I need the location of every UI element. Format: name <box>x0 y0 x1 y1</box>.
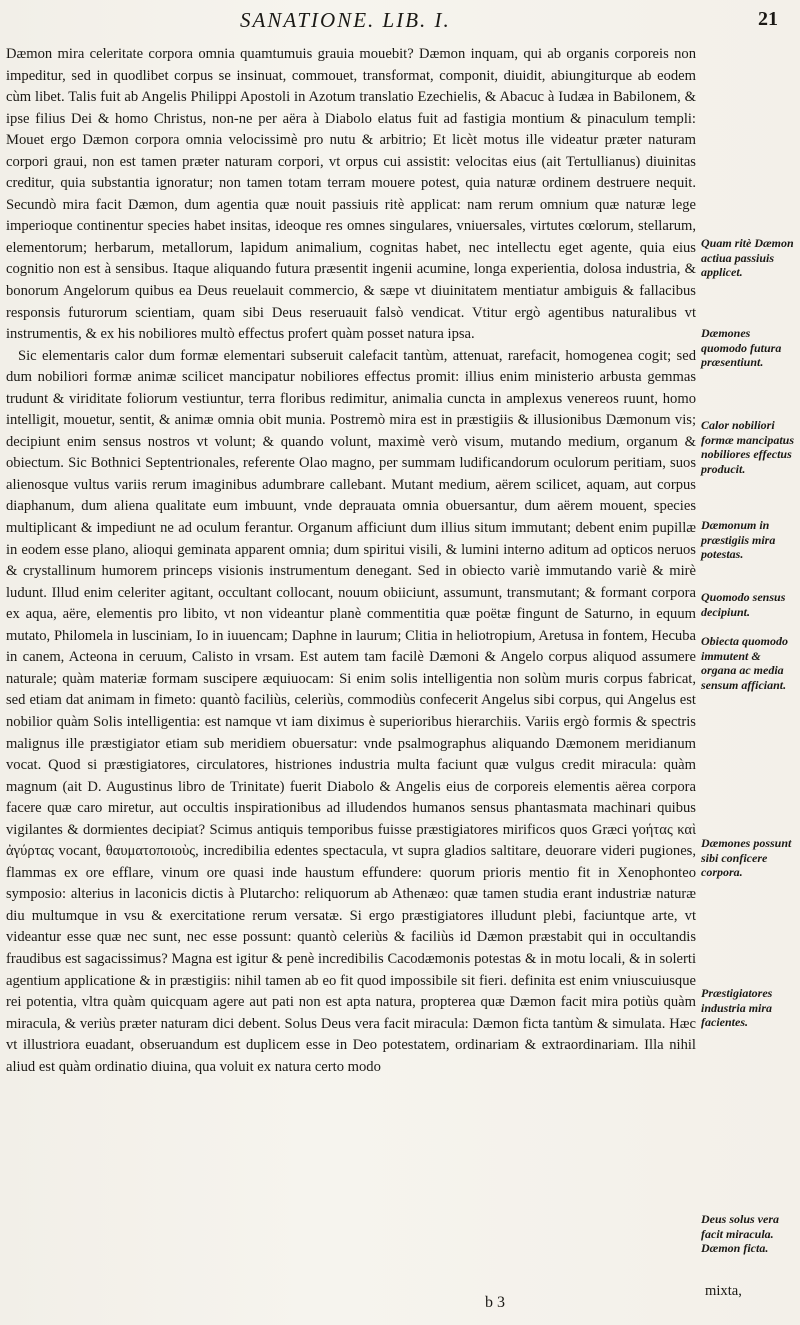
paragraph-1: Dæmon mira celeritate corpora omnia quamtumuis grauia mouebit? Dæmon inquam, qui ab organis corporeis non impeditur, sed in quodlibet corpus se insinuat, commouet, transformat, componit, diuidit, abiungiturque ab eodem cùm libet. Talis fuit ab Angelis Philippi Apostoli in Azotum translatio Ezechielis, & Abacuc à Iudæa in Babilonem, & ipse filius Dei & homo Christus, non-ne per aëra à Diabolo elatus fuit ad fastigia montium & pinaculum templi: Mouet ergo Dæmon corpora omnia velocissimè pro nutu & arbitrio; Et licèt motus ille videatur præter naturam corpori graui, non est tamen præter naturam corpori, vt orpus cui assistit: velocitas eius (ait Tertullianus) diuinitas creditur, quia substantia ignoratur; non tamen totam terram mouere potest, quia naturæ ordinem destruere nequit. Secundò mira facit Dæmon, dum agentia quæ nouit passiuis ritè applicat: nam rerum omnium quæ naturæ lege imperioque continentur species habet insitas, ideoque res omnes singulares, vniuersales, virtutes cœlorum, stellarum, elementorum; herbarum, metallorum, lapidum animalium, cognitas habet, nec intellectu eget agente, quia eius cognitio non est à sensibus. Itaque aliquando futura præsentit ingenii acumine, longa experientia, dolosa industria, & bonorum Angelorum quibus ea Deus reuelauit commercio, & sæpe vt diuinitatem mentiatur ambiguis & fallacibus responsis futurorum scientiam, quam sibi Deus reseruauit falsò vendicat. Vtitur ergò agentibus naturalibus vt instrumentis, & ex his nobiliores multò effectus profert quàm posset natura ipsa. <box>6 46 696 343</box>
margin-note-5: Quomodo sensus decipiunt. <box>701 590 786 619</box>
paragraph-2: Sic elementaris calor dum formæ elementari subseruit calefacit tantùm, attenuat, rarefacit, homogenea cogit; sed dum nobiliori formæ animæ scilicet mancipatur nobiliores effectus promit: illius enim ministerio arbusta gemmas trudunt & viriditate foliorum vestiuntur, terra floribus redimitur, animalia cuncta in amplexus venereos ruunt, homo intelligit, mouetur, sentit, & animæ omnia obit munia. Postremò mira est in præstigiis & illusionibus Dæmonum vis; decipiunt enim sensus nostros vt volunt; & quando volunt, maximè verò visum, mutando medium, organum & obiectum. Sic Bothnici Septentrionales, referente Olao magno, per summam ludificandorum oculorum peritiam, suos alienosque vultus variis rerum imaginibus adumbrare callebant. Mutant medium, aërem scilicet, aquam, aut corpus diaphanum, dum aliena qualitate eum imbuunt, vnde deprauata omnia obuersantur, dum aërem mouent, species multiplicant & impediunt ne ad oculum ferantur. Organum afficiunt dum illius situm immutant; debent enim pupillæ in eodem esse plano, alioqui geminata apparent omnia; dum spiritui visili, & lumini interno aditum ad opticos neruos & crystallinum humorem princeps visionis instrumentum denegant. Sed in obiecto variè immutando variè & mirè ludunt. Illud enim celeriter agitant, occultant collocant, nouum obiiciunt, assumunt, transmutant; & formant corpora ex aqua, aëre, elementis pro libito, vt non videantur planè commentitia quæ poëtæ fingunt de Saturno, in equum mutato, Philomela in lusciniam, Io in iuuencam; Daphne in laurum; Clitia in heliotropium, Aretusa in fontem, Hecuba in canem, Acteona in ceruum, Calisto in vrsam. Est autem tam facilè Dæmoni & Angelo corpus aliquod assumere naturale; quàm materiæ formam suscipere æquiuocam: Si enim solis intelligentia non solùm muris corpus fabricat, sed etiam dat animam in fimeto: quantò faciliùs, celeriùs, commodiùs confecerit Angelus sibi corpus, qui Angelus est nobilior quàm Solis intelligentia: est namque vt iam diximus è superioribus hierarchiis. Variis ergò formis & spectris malignus ille præstigiator etiam sub meridiem obuersatur: vnde psalmographus aliquando Dæmonem meridianum vocat. Quod si præstigiatores, circulatores, histriones industria multa faciunt quæ vulgus credit miracula: quàm magnum (ait D. Augustinus libro de Trinitate) fuerit Diabolo & Angelis eius de corporeis elementis aërea corpora facere quæ caro miretur, aut occultis inspirationibus ad illudendos humanos sensus phantasmata machinari quibus vigilantes & dormientes decipiat? Scimus antiquis temporibus fuisse præstigiatores mirificos quos Græci γοήτας καὶ ἀγύρτας vocant, θαυματοποιοὺς, incredibilia edentes spectacula, vt supra gladios saltitare, deuorare videri pugiones, flammas ex ore efflare, vinum ore quasi inde haustum effundere: quorum prioris mentio fit in Xenophonteo symposio: alterius in laconicis dictis à Plutarcho: reliquorum ab Athenæo: quæ tamen studia erant industriæ naturæ diu multumque in vsu & exercitatione rerum versatæ. Si ergo præstigiatores illudunt plebi, faciuntque arte, vt videantur esse quæ nec sunt, nec esse possunt: quantò celeriùs & faciliùs id Dæmon præstabit qui in occultandis fraudibus est sagacissimus? Magna est igitur & penè incredibilis Cacodæmonis potestas & in motu locali, & in solerti agentium applicatione & in præstigiis: nihil tamen ab eo fit quod impossibile sit fieri. definita est enim vniuscuiusque rei potentia, vltra quàm quicquam agere aut pati non est apta natura, propterea quæ Dæmon facit mira potiùs quàm miracula, & veriùs præter naturam dici debent. Solus Deus vera facit miracula: Dæmon ficta tantùm & simulata. Hæc vt illustriora euadant, obseruandum est duplicem esse in Deo potestatem, ordinariam & extraordinariam. Illa nihil aliud est quàm ordinatio diuina, qua voluit ex natura certo modo <box>6 347 696 1075</box>
main-text-column <box>6 44 696 1078</box>
margin-note-4: Dæmonum in præstigiis mira potestas. <box>701 518 776 561</box>
running-title: SANATIONE. LIB. I. <box>240 8 451 32</box>
margin-note-7: Dæmones possunt sibi conficere corpora. <box>701 836 792 879</box>
catchword: mixta, <box>705 1283 742 1299</box>
margin-note-3: Calor nobiliori formæ mancipatus nobiliores effectus producit. <box>701 418 795 476</box>
margin-note-1: Quam ritè Dæmon actiua passiuis applicet. <box>701 236 794 279</box>
margin-note-9: Deus solus vera facit miracula. Dæmon ficta. <box>701 1212 780 1255</box>
margin-note-8: Præstigiatores industria mira facientes. <box>701 986 773 1029</box>
signature-mark: b 3 <box>485 1294 505 1311</box>
page-number: 21 <box>758 8 778 30</box>
margin-note-6: Obiecta quomodo immutent & organa ac media sensum afficiant. <box>701 634 788 692</box>
margin-note-2: Dæmones quomodo futura præsentiunt. <box>701 326 782 369</box>
